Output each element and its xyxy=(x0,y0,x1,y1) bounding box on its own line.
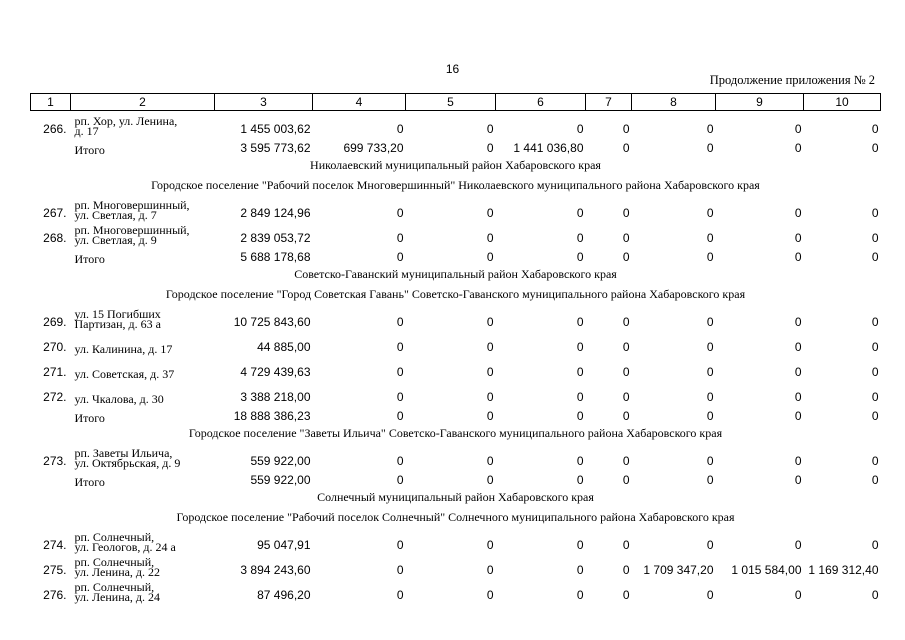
amount-cell: 0 xyxy=(576,340,584,354)
amount-cell: 0 xyxy=(794,340,802,354)
amount-cell: 0 xyxy=(622,454,630,468)
amount-cell: 0 xyxy=(486,538,494,552)
amount-cell: 0 xyxy=(576,122,584,136)
table-row xyxy=(31,220,881,245)
table-row xyxy=(31,552,881,577)
row-number: 272. xyxy=(43,390,67,404)
col-header: 8 xyxy=(632,94,716,111)
address-line: Партизан, д. 63 а xyxy=(74,317,161,331)
amount-cell: 0 xyxy=(706,473,714,487)
row-number: 266. xyxy=(43,122,67,136)
amount-cell: 44 885,00 xyxy=(257,340,311,354)
amount-cell: 0 xyxy=(622,315,630,329)
row-number: 270. xyxy=(43,340,67,354)
amount-cell: 0 xyxy=(396,588,404,602)
amount-cell: 0 xyxy=(622,206,630,220)
amount-cell: 0 xyxy=(706,454,714,468)
amount-cell: 0 xyxy=(871,231,879,245)
amount-cell: 0 xyxy=(486,588,494,602)
amount-cell: 0 xyxy=(706,250,714,264)
total-label xyxy=(71,245,215,264)
address xyxy=(71,304,215,329)
amount-cell: 0 xyxy=(486,365,494,379)
amount-cell: 0 xyxy=(794,538,802,552)
amount-cell: 0 xyxy=(706,538,714,552)
amount-cell: 0 xyxy=(622,141,630,155)
address-line: рп. Солнечный, xyxy=(74,555,155,569)
row-number xyxy=(31,468,71,487)
amount-cell: 0 xyxy=(794,206,802,220)
total-label-text: Итого xyxy=(74,143,105,157)
amount-cell: 0 xyxy=(706,315,714,329)
amount-cell: 0 xyxy=(576,206,584,220)
amount-cell: 0 xyxy=(794,250,802,264)
amount-cell: 0 xyxy=(706,588,714,602)
amount-cell: 0 xyxy=(794,315,802,329)
amount-cell: 0 xyxy=(622,250,630,264)
amount-cell: 0 xyxy=(622,538,630,552)
amount-cell: 1 169 312,40 xyxy=(808,563,879,577)
address-line: ул. Чкалова, д. 30 xyxy=(74,392,164,406)
amount-cell: 0 xyxy=(871,141,879,155)
address-line: ул. 15 Погибших xyxy=(74,307,161,321)
amount-cell: 0 xyxy=(486,250,494,264)
address-line: ул. Советская, д. 37 xyxy=(74,367,175,381)
amount-cell: 0 xyxy=(486,563,494,577)
amount-cell: 0 xyxy=(871,454,879,468)
amount-cell: 0 xyxy=(396,538,404,552)
address-line: ул. Калинина, д. 17 xyxy=(74,342,173,356)
amount-cell: 0 xyxy=(396,473,404,487)
amount-cell: 1 709 347,20 xyxy=(643,563,714,577)
amount-cell: 0 xyxy=(622,231,630,245)
amount-cell: 0 xyxy=(871,473,879,487)
row-number: 271. xyxy=(43,365,67,379)
address xyxy=(71,329,215,354)
address-line: ул. Ленина, д. 24 xyxy=(74,590,161,604)
col-header: 6 xyxy=(496,94,586,111)
total-label-text: Итого xyxy=(74,411,105,425)
amount-cell: 95 047,91 xyxy=(257,538,311,552)
amount-cell: 87 496,20 xyxy=(257,588,311,602)
amount-cell: 2 839 053,72 xyxy=(240,231,311,245)
amount-cell: 0 xyxy=(486,315,494,329)
amount-cell: 0 xyxy=(486,409,494,423)
address xyxy=(71,354,215,379)
amount-cell: 0 xyxy=(871,588,879,602)
amount-cell: 0 xyxy=(871,250,879,264)
amount-cell: 0 xyxy=(622,365,630,379)
address xyxy=(71,379,215,404)
amount-cell: 0 xyxy=(794,365,802,379)
total-label xyxy=(71,404,215,423)
address-line: рп. Солнечный, xyxy=(74,530,155,544)
amount-cell: 559 922,00 xyxy=(250,473,311,487)
amount-cell: 0 xyxy=(576,365,584,379)
amount-cell: 0 xyxy=(794,409,802,423)
amount-cell: 0 xyxy=(706,365,714,379)
address-line: ул. Октябрьская, д. 9 xyxy=(74,456,181,470)
amount-cell: 0 xyxy=(576,538,584,552)
amount-cell: 0 xyxy=(706,231,714,245)
amount-cell: 0 xyxy=(794,390,802,404)
appendix-note: Продолжение приложения № 2 xyxy=(709,73,875,87)
address-line: рп. Солнечный, xyxy=(74,580,155,594)
amount-cell: 0 xyxy=(706,390,714,404)
amount-cell: 0 xyxy=(396,122,404,136)
address-line: ул. Ленина, д. 22 xyxy=(74,565,161,579)
col-header: 2 xyxy=(71,94,215,111)
address xyxy=(71,220,215,245)
section-heading: Советско-Гаванский муниципальный район Хабаровского края xyxy=(294,266,617,281)
col-header: 5 xyxy=(406,94,496,111)
amount-cell: 0 xyxy=(396,250,404,264)
address-line: рп. Многовершинный, xyxy=(74,198,190,212)
amount-cell: 0 xyxy=(576,231,584,245)
total-label xyxy=(71,468,215,487)
amount-cell: 0 xyxy=(871,315,879,329)
amount-cell: 0 xyxy=(622,340,630,354)
table-row xyxy=(31,443,881,468)
table-row xyxy=(31,354,881,379)
address xyxy=(71,527,215,552)
section-heading-row xyxy=(31,175,881,195)
section-heading-row xyxy=(31,423,881,443)
amount-cell: 3 388 218,00 xyxy=(240,390,311,404)
amount-cell: 0 xyxy=(794,141,802,155)
row-number: 273. xyxy=(43,454,67,468)
amount-cell: 0 xyxy=(706,340,714,354)
amount-cell: 0 xyxy=(871,340,879,354)
amount-cell: 0 xyxy=(871,390,879,404)
address-line: д. 17 xyxy=(74,124,99,138)
amount-cell: 0 xyxy=(576,588,584,602)
total-row xyxy=(31,245,881,264)
amount-cell: 0 xyxy=(396,409,404,423)
amount-cell: 699 733,20 xyxy=(343,141,404,155)
section-heading-row xyxy=(31,507,881,527)
amount-cell: 0 xyxy=(706,122,714,136)
amount-cell: 0 xyxy=(622,122,630,136)
amount-cell: 18 888 386,23 xyxy=(233,409,311,423)
amount-cell: 0 xyxy=(396,231,404,245)
section-heading: Солнечный муниципальный район Хабаровского края xyxy=(317,489,594,504)
amount-cell: 0 xyxy=(706,206,714,220)
amount-cell: 0 xyxy=(486,340,494,354)
address xyxy=(71,577,215,602)
amount-cell: 0 xyxy=(396,340,404,354)
amount-cell: 0 xyxy=(486,141,494,155)
amount-cell: 0 xyxy=(576,454,584,468)
amount-cell: 0 xyxy=(871,365,879,379)
amount-cell: 0 xyxy=(622,588,630,602)
total-row xyxy=(31,404,881,423)
total-label xyxy=(71,136,215,155)
row-number xyxy=(31,245,71,264)
amount-cell: 0 xyxy=(871,538,879,552)
amount-cell: 0 xyxy=(396,390,404,404)
amount-cell: 0 xyxy=(486,454,494,468)
amount-cell: 0 xyxy=(871,122,879,136)
amount-cell: 0 xyxy=(794,454,802,468)
section-heading: Городское поселение "Рабочий поселок Солнечный" Солнечного муниципального района Хабаровского края xyxy=(176,509,735,524)
table-row xyxy=(31,577,881,602)
page-number: 16 xyxy=(445,62,460,76)
amount-cell: 2 849 124,96 xyxy=(240,206,311,220)
table-row xyxy=(31,329,881,354)
section-heading: Городское поселение "Рабочий поселок Многовершинный" Николаевского муниципального района Хабаровского края xyxy=(151,177,760,192)
section-heading-row xyxy=(31,284,881,304)
address xyxy=(71,552,215,577)
amount-cell: 0 xyxy=(396,454,404,468)
address-line: ул. Светлая, д. 7 xyxy=(74,208,157,222)
amount-cell: 0 xyxy=(871,206,879,220)
section-heading: Николаевский муниципальный район Хабаровского края xyxy=(310,157,601,172)
col-header: 3 xyxy=(215,94,313,111)
total-row xyxy=(31,468,881,487)
total-row xyxy=(31,136,881,155)
address-line: ул. Светлая, д. 9 xyxy=(74,233,157,247)
amount-cell: 0 xyxy=(794,473,802,487)
section-heading: Городское поселение "Город Советская Гавань" Советско-Гаванского муниципального района Хабаровского края xyxy=(165,286,746,301)
amount-cell: 0 xyxy=(576,250,584,264)
address-line: рп. Многовершинный, xyxy=(74,223,190,237)
row-number xyxy=(31,404,71,423)
total-label-text: Итого xyxy=(74,252,105,266)
amount-cell: 1 441 036,80 xyxy=(513,141,584,155)
row-number xyxy=(31,136,71,155)
amount-cell: 3 894 243,60 xyxy=(240,563,311,577)
amount-cell: 0 xyxy=(396,315,404,329)
amount-cell: 0 xyxy=(396,563,404,577)
data-table xyxy=(30,93,881,602)
amount-cell: 0 xyxy=(794,588,802,602)
amount-cell: 0 xyxy=(486,231,494,245)
amount-cell: 0 xyxy=(622,390,630,404)
address-line: ул. Геологов, д. 24 а xyxy=(74,540,176,554)
section-heading-row xyxy=(31,264,881,284)
section-heading: Городское поселение "Заветы Ильича" Советско-Гаванского муниципального района Хабаровского края xyxy=(188,425,723,440)
table-row xyxy=(31,304,881,329)
row-number: 275. xyxy=(43,563,67,577)
amount-cell: 5 688 178,68 xyxy=(240,250,311,264)
amount-cell: 0 xyxy=(794,122,802,136)
address-line: рп. Хор, ул. Ленина, xyxy=(74,114,178,128)
amount-cell: 4 729 439,63 xyxy=(240,365,311,379)
amount-cell: 559 922,00 xyxy=(250,454,311,468)
col-header: 4 xyxy=(313,94,406,111)
amount-cell: 0 xyxy=(622,563,630,577)
amount-cell: 0 xyxy=(706,141,714,155)
amount-cell: 0 xyxy=(622,409,630,423)
row-number: 268. xyxy=(43,231,67,245)
amount-cell: 3 595 773,62 xyxy=(240,141,311,155)
amount-cell: 1 455 003,62 xyxy=(240,122,311,136)
row-number: 267. xyxy=(43,206,67,220)
amount-cell: 0 xyxy=(576,315,584,329)
address xyxy=(71,111,215,137)
row-number: 274. xyxy=(43,538,67,552)
row-number: 276. xyxy=(43,588,67,602)
amount-cell: 0 xyxy=(576,563,584,577)
total-label-text: Итого xyxy=(74,475,105,489)
amount-cell: 0 xyxy=(706,409,714,423)
header-row xyxy=(31,94,881,111)
amount-cell: 1 015 584,00 xyxy=(731,563,802,577)
amount-cell: 0 xyxy=(576,473,584,487)
section-heading-row xyxy=(31,155,881,175)
section-heading-row xyxy=(31,487,881,507)
col-header: 10 xyxy=(804,94,881,111)
amount-cell: 0 xyxy=(486,473,494,487)
address xyxy=(71,195,215,220)
amount-cell: 0 xyxy=(794,231,802,245)
table-row xyxy=(31,195,881,220)
col-header: 7 xyxy=(586,94,632,111)
amount-cell: 0 xyxy=(622,473,630,487)
amount-cell: 10 725 843,60 xyxy=(233,315,311,329)
amount-cell: 0 xyxy=(396,365,404,379)
amount-cell: 0 xyxy=(486,206,494,220)
amount-cell: 0 xyxy=(871,409,879,423)
amount-cell: 0 xyxy=(486,390,494,404)
address xyxy=(71,443,215,468)
col-header: 9 xyxy=(716,94,804,111)
table-row xyxy=(31,111,881,137)
col-header: 1 xyxy=(31,94,71,111)
row-number: 269. xyxy=(43,315,67,329)
amount-cell: 0 xyxy=(396,206,404,220)
table-row xyxy=(31,527,881,552)
table-row xyxy=(31,379,881,404)
address-line: рп. Заветы Ильича, xyxy=(74,446,173,460)
amount-cell: 0 xyxy=(576,390,584,404)
amount-cell: 0 xyxy=(576,409,584,423)
amount-cell: 0 xyxy=(486,122,494,136)
